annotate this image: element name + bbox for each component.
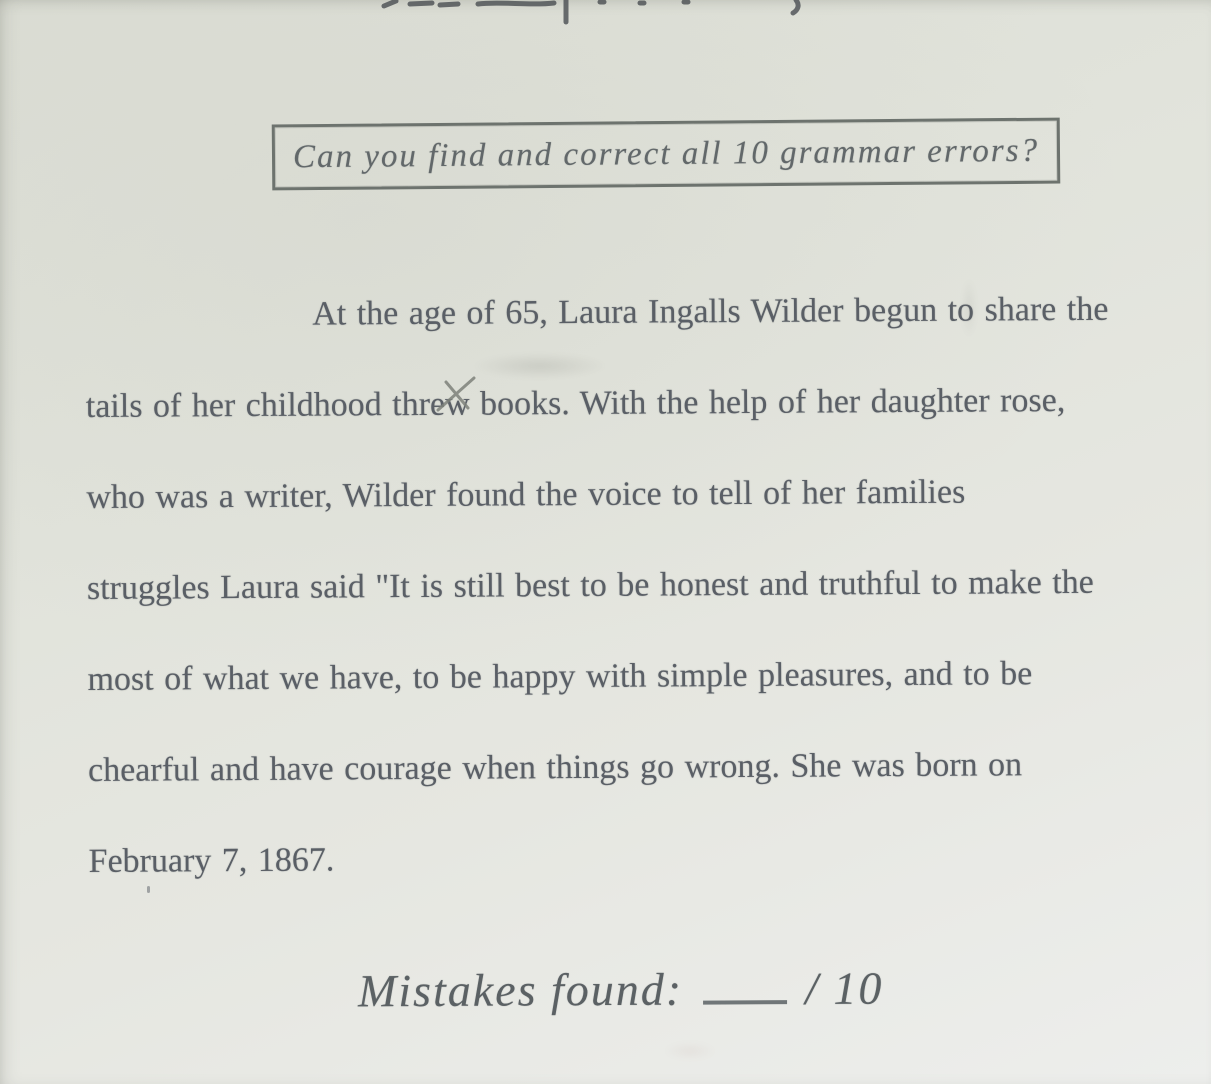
pencil-x-mark (430, 372, 482, 416)
paragraph-line: most of what we have, to be happy with simple pleasures, and to be (87, 655, 1033, 698)
blank-line (703, 966, 787, 1004)
ink-speck (147, 886, 150, 893)
paragraph-line: who was a writer, Wilder found the voice to tell of her families (86, 473, 966, 516)
cut-off-handwriting-fragment (380, 0, 820, 28)
score-label: Mistakes found: (357, 963, 684, 1017)
paragraph-line: At the age of 65, Laura Ingalls Wilder begun to share the (312, 290, 1109, 333)
paper-smudge (655, 1038, 725, 1064)
exercise-paragraph (85, 263, 1204, 907)
score-line (358, 962, 884, 1018)
paragraph-line: struggles Laura said "It is still best to be honest and truthful to make the (86, 563, 1094, 607)
paragraph-line: February 7, 1867. (88, 841, 335, 880)
prompt-text: Can you find and correct all 10 grammar errors? (292, 132, 1040, 175)
pencil-smudge (958, 268, 980, 348)
prompt-box (272, 118, 1061, 191)
score-denominator: / 10 (804, 962, 884, 1015)
paragraph-line: tails of her childhood threw books. With the help of her daughter rose, (85, 382, 1066, 425)
paragraph-line: chearful and have courage when things go wrong. She was born on (87, 746, 1023, 789)
